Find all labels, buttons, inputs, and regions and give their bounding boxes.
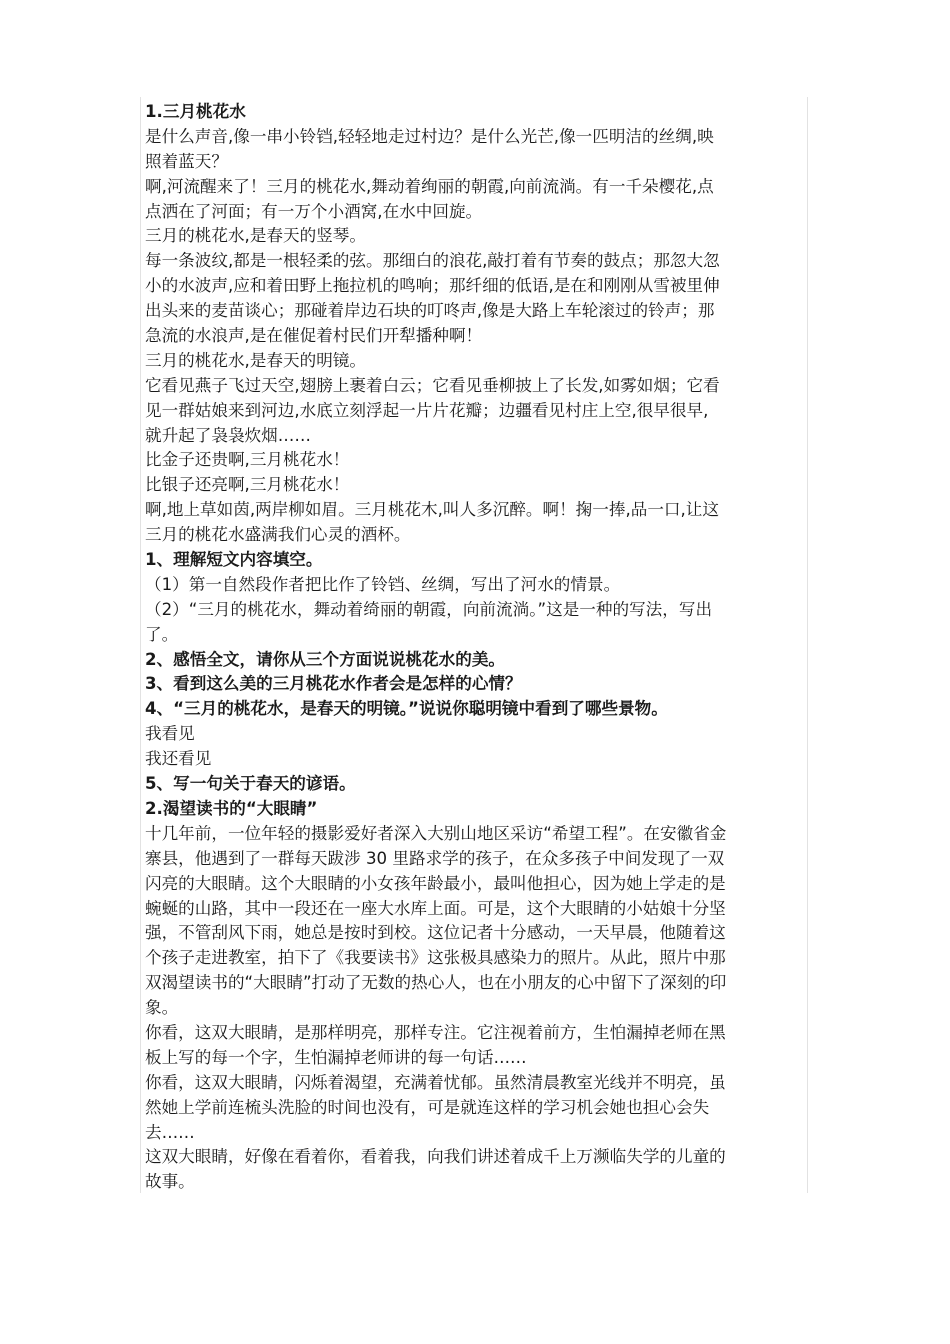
text-line: 板上写的每一个字，生怕漏掉老师讲的每一句话……: [145, 1047, 527, 1067]
text-line: 三月的桃花水,是春天的明镜。: [145, 350, 366, 370]
text-line: 你看，这双大眼睛，闪烁着渴望，充满着忧郁。虽然清晨教室光线并不明亮，虽: [145, 1072, 726, 1092]
text-line: 出头来的麦苗谈心；那碰着岸边石块的叮咚声,像是大路上车轮滚过的铃声；那: [145, 301, 715, 321]
text-line: 双渴望读书的“大眼睛”打动了无数的热心人，也在小朋友的心中留下了深刻的印: [145, 973, 727, 993]
text-line: 强，不管刮风下雨，她总是按时到校。这位记者十分感动，一天早晨，他随着这: [145, 923, 726, 943]
heading-line: 1.三月桃花水: [145, 102, 246, 121]
document-body: [145, 100, 809, 1195]
heading-line: 5、写一句关于春天的谚语。: [145, 774, 356, 794]
text-line: 三月的桃花水,是春天的竖琴。: [145, 226, 366, 246]
text-line: 小的水波声,应和着田野上拖拉机的鸣响；那纤细的低语,是在和刚刚从雪被里伸: [145, 276, 720, 296]
text-line: 蜿蜒的山路，其中一段还在一座大水库上面。可是，这个大眼睛的小姑娘十分坚: [145, 898, 726, 918]
text-line: 急流的水浪声,是在催促着村民们开犁播种啊！: [145, 326, 483, 346]
text-line: 点洒在了河面；有一万个小酒窝,在水中回旋。: [145, 201, 483, 221]
text-line: 然她上学前连梳头洗脸的时间也没有，可是就连这样的学习机会她也担心会失: [145, 1097, 710, 1117]
heading-line: 3、看到这么美的三月桃花水作者会是怎样的心情？: [145, 674, 522, 694]
heading-line: 1、理解短文内容填空。: [145, 550, 323, 570]
text-line: 三月的桃花水盛满我们心灵的酒杯。: [145, 525, 411, 545]
text-line: 每一条波纹,都是一根轻柔的弦。那细白的浪花,敲打着有节奏的鼓点；那忽大忽: [145, 251, 720, 271]
text-line: 寨县，他遇到了一群每天跋涉 30 里路求学的孩子，在众多孩子中间发现了一双: [145, 848, 725, 868]
text-line: 啊,河流醒来了！三月的桃花水,舞动着绚丽的朝霞,向前流淌。有一千朵樱花,点: [145, 176, 714, 196]
text-line: 去……: [145, 1122, 195, 1142]
text-line: 照着蓝天？: [145, 151, 228, 171]
text-line: 是什么声音,像一串小铃铛,轻轻地走过村边？是什么光芒,像一匹明洁的丝绸,映: [145, 126, 714, 146]
text-line: 你看，这双大眼睛，是那样明亮，那样专注。它注视着前方，生怕漏掉老师在黑: [145, 1022, 726, 1042]
text-line: 我看见: [145, 724, 195, 744]
text-line: 十几年前，一位年轻的摄影爱好者深入大别山地区采访“希望工程”。在安徽省金: [145, 823, 727, 843]
text-line: 故事。: [145, 1172, 195, 1192]
text-line: （2）“三月的桃花水，舞动着绮丽的朝霞，向前流淌。”这是一种的写法，写出: [145, 599, 713, 619]
text-line: 见一群姑娘来到河边,水底立刻浮起一片片花瓣；边疆看见村庄上空,很早很早,: [145, 400, 709, 420]
text-line: 比金子还贵啊,三月桃花水！: [145, 450, 350, 470]
text-line: 个孩子走进教室，拍下了《我要读书》这张极具感染力的照片。从此，照片中那: [145, 948, 726, 968]
text-line: 象。: [145, 998, 179, 1018]
heading-line: 2、感悟全文，请你从三个方面说说桃花水的美。: [145, 649, 506, 669]
text-line: 它看见燕子飞过天空,翅膀上裹着白云；它看见垂柳披上了长发,如雾如烟；它看: [145, 375, 720, 395]
text-line: 就升起了袅袅炊烟……: [145, 425, 311, 445]
text-line: 这双大眼睛，好像在看着你，看着我，向我们讲述着成千上万濒临失学的儿童的: [145, 1147, 726, 1167]
text-line: 闪亮的大眼睛。这个大眼睛的小女孩年龄最小，最叫他担心，因为她上学走的是: [145, 873, 726, 893]
text-line: （1）第一自然段作者把比作了铃铛、丝绸，写出了河水的情景。: [145, 574, 621, 594]
text-line: 比银子还亮啊,三月桃花水！: [145, 475, 350, 495]
text-line: 了。: [145, 624, 179, 644]
heading-line: 4、“三月的桃花水，是春天的明镜。”说说你聪明镜中看到了哪些景物。: [145, 699, 668, 719]
text-line: 我还看见: [145, 749, 212, 769]
heading-line: 2.渴望读书的“大眼睛”: [145, 798, 318, 818]
text-line: 啊,地上草如茵,两岸柳如眉。三月桃花木,叫人多沉醉。啊！掬一捧,品一口,让这: [145, 500, 719, 520]
